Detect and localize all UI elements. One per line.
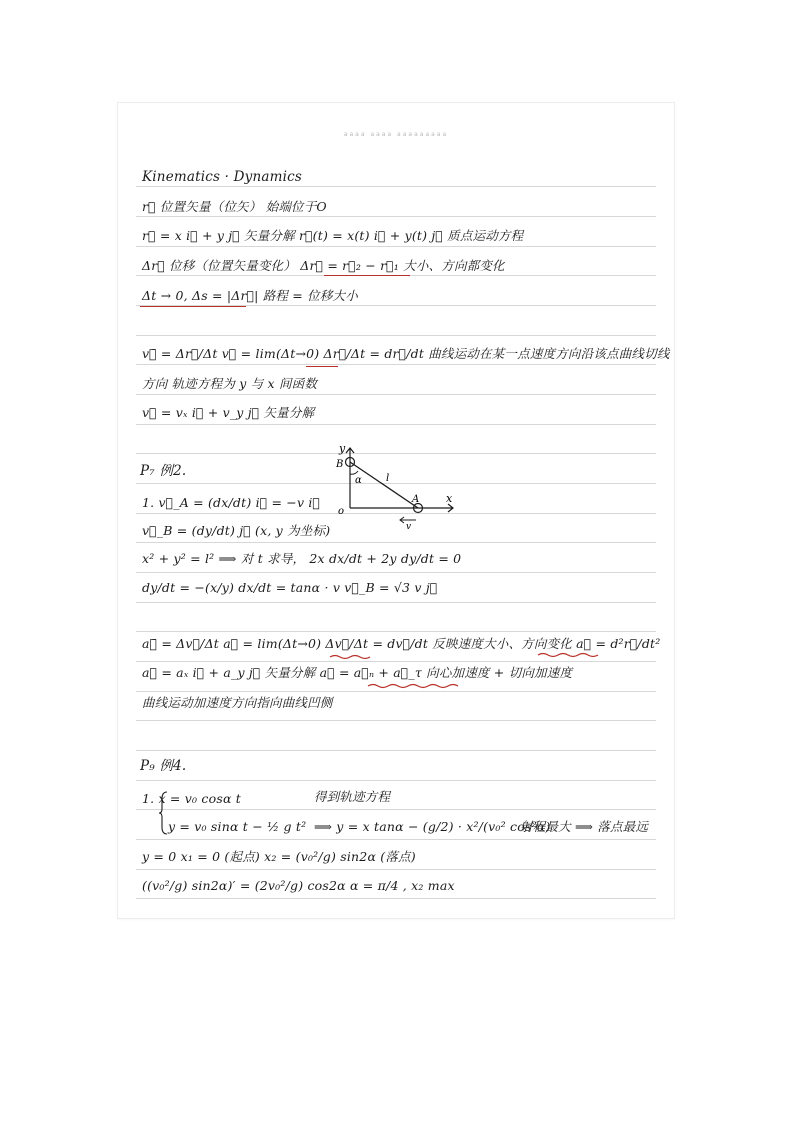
note-line: v⃗_B = (dy/dt) j⃗ (x, y 为坐标) <box>142 523 331 538</box>
ruled-line <box>136 750 656 751</box>
note-line: y = 0 x₁ = 0 (起点) x₂ = (v₀²/g) sin2α (落点) <box>142 849 416 864</box>
ruled-line <box>136 898 656 899</box>
label-rod-length: l <box>386 473 390 484</box>
ruled-line <box>136 720 656 721</box>
ruled-line <box>136 661 656 662</box>
ruled-line <box>136 246 656 247</box>
page-header: aaaa aaaa aaaaaaaaa <box>343 131 449 138</box>
note-line: Δr⃗ 位移（位置矢量变化） Δr⃗ = r⃗₂ − r⃗₁ 大小、方向都变化 <box>142 258 505 273</box>
note-line: 曲线运动加速度方向指向曲线凹侧 <box>142 695 333 710</box>
note-line: a⃗ = aₓ i⃗ + a_y j⃗ 矢量分解 a⃗ = a⃗ₙ + a⃗_τ 向心加速度 + 切向加速度 <box>142 665 573 680</box>
note-line: 得到轨迹方程 <box>314 789 391 804</box>
note-line: 射程最大 ⟹ 落点最远 <box>520 819 649 834</box>
page-title: Kinematics · Dynamics <box>142 169 303 185</box>
ruled-line <box>136 335 656 336</box>
ruled-line <box>136 186 656 187</box>
red-underline <box>140 306 246 307</box>
ruled-line <box>136 869 656 870</box>
axis-label-x: x <box>446 492 453 505</box>
note-line: 1. v⃗_A = (dx/dt) i⃗ = −v i⃗ <box>142 495 321 510</box>
red-underline <box>324 275 410 276</box>
label-b: B <box>336 459 344 470</box>
ruled-line <box>136 631 656 632</box>
ruled-line <box>136 542 656 543</box>
note-line: dy/dt = −(x/y) dx/dt = tanα · v v⃗_B = √3 v j⃗ <box>142 580 438 595</box>
ruled-line <box>136 424 656 425</box>
red-wavy-underline <box>538 652 600 658</box>
red-underline <box>306 366 338 367</box>
note-line: ((v₀²/g) sin2α)′ = (2v₀²/g) cos2α α = π/4 , x₂ max <box>142 878 455 893</box>
system-brace <box>158 791 168 835</box>
ruled-line <box>136 364 656 365</box>
note-line: ⟹ y = x tanα − (g/2) · x²/(v₀² cos²α) <box>314 819 551 834</box>
red-wavy-underline <box>368 683 454 689</box>
note-line: v⃗ = vₓ i⃗ + v_y j⃗ 矢量分解 <box>142 405 315 420</box>
axis-label-y: y <box>339 442 346 455</box>
note-line: 方向 轨迹方程为 y 与 x 间函数 <box>142 376 318 391</box>
red-wavy-underline <box>330 654 370 660</box>
label-velocity: v <box>406 522 412 530</box>
note-line: x² + y² = l² ⟹ 对 t 求导， 2x dx/dt + 2y dy/dt = 0 <box>142 551 462 566</box>
ruled-line <box>136 691 656 692</box>
ruled-line <box>136 394 656 395</box>
label-origin: o <box>338 506 345 517</box>
note-line: r⃗ = x i⃗ + y j⃗ 矢量分解 r⃗(t) = x(t) i⃗ + y(t) j⃗ 质点运动方程 <box>142 228 524 243</box>
example-title: P₇ 例2. <box>140 463 187 479</box>
note-line: a⃗̄ = Δv⃗/Δt a⃗ = lim(Δt→0) Δv⃗/Δt = dv⃗/dt 反映速度大小、方向变化 a⃗ = d²r⃗/dt² <box>142 636 661 651</box>
note-line: Δt → 0, Δs = |Δr⃗| 路程 = 位移大小 <box>142 288 358 303</box>
note-line: 1. x = v₀ cosα t <box>142 791 241 806</box>
ruled-line <box>136 216 656 217</box>
label-angle: α <box>355 475 362 486</box>
note-line: y = v₀ sinα t − ½ g t² <box>168 819 307 834</box>
ruled-line <box>136 839 656 840</box>
label-a: A <box>412 494 420 505</box>
notebook-page <box>118 103 674 918</box>
ruled-line <box>136 780 656 781</box>
angle-arc <box>350 471 358 474</box>
sliding-rod-diagram <box>328 438 458 530</box>
ruled-line <box>136 809 656 810</box>
ruled-line <box>136 602 656 603</box>
note-line: r⃗ 位置矢量（位矢） 始端位于O <box>142 199 327 214</box>
example-title: P₉ 例4. <box>140 758 187 774</box>
ruled-line <box>136 572 656 573</box>
note-line: v⃗̄ = Δr⃗/Δt v⃗ = lim(Δt→0) Δr⃗/Δt = dr⃗/dt 曲线运动在某一点速度方向沿该点曲线切线 <box>142 346 670 361</box>
